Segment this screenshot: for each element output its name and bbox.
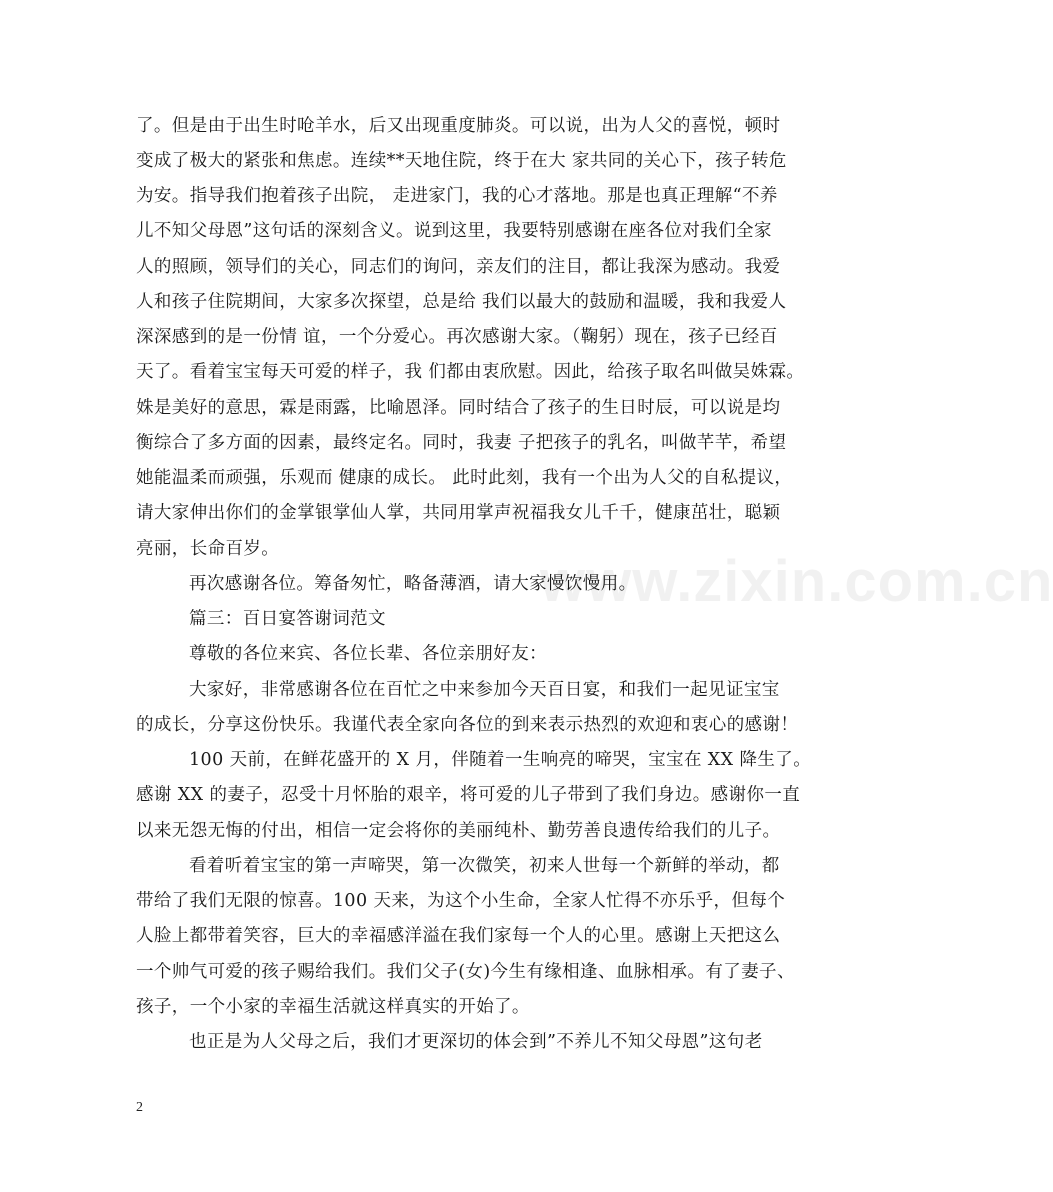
- paragraph-line: 再次感谢各位。筹备匆忙，略备薄酒，请大家慢饮慢用。: [189, 574, 637, 594]
- section-heading: 篇三：百日宴答谢词范文: [189, 609, 386, 629]
- text-line: 请大家伸出你们的金掌银掌仙人掌，共同用掌声祝福我女儿千千，健康茁壮，聪颖: [136, 503, 781, 523]
- text-line: 以来无怨无悔的付出，相信一定会将你的美丽纯朴、勤劳善良遗传给我们的儿子。: [136, 821, 781, 841]
- text-line: 她能温柔而顽强，乐观而 健康的成长。 此时此刻，我有一个出为人父的自私提议，: [136, 468, 793, 488]
- text-line: 人的照顾，领导们的关心，同志们的询问，亲友们的注目，都让我深为感动。我爱: [136, 257, 781, 277]
- text-line: 感谢 XX 的妻子，忍受十月怀胎的艰辛，将可爱的儿子带到了我们身边。感谢你一直: [136, 785, 801, 805]
- text-line: 孩子，一个小家的幸福生活就这样真实的开始了。: [136, 997, 530, 1017]
- text-line: 深深感到的是一份情 谊，一个分爱心。再次感谢大家。（鞠躬）现在，孩子已经百: [136, 327, 778, 347]
- text-line: 亮丽，长命百岁。: [136, 539, 280, 559]
- text-line: 人脸上都带着笑容，巨大的幸福感洋溢在我们家每一个人的心里。感谢上天把这么: [136, 926, 781, 946]
- text-line: 的成长，分享这份快乐。我谨代表全家向各位的到来表示热烈的欢迎和衷心的感谢！: [136, 715, 799, 735]
- text-line: 人和孩子住院期间，大家多次探望，总是给 我们以最大的鼓励和温暖，我和我爱人: [136, 292, 787, 312]
- text-line: 姝是美好的意思，霖是雨露，比喻恩泽。同时结合了孩子的生日时辰，可以说是均: [136, 398, 781, 418]
- text-line: 儿不知父母恩”这句话的深刻含义。说到这里，我要特别感谢在座各位对我们全家: [136, 221, 772, 241]
- page-number: 2: [136, 1100, 143, 1115]
- watermark-text: www.zixin.com.cn: [540, 549, 1053, 614]
- text-line: 了。但是由于出生时呛羊水，后又出现重度肺炎。可以说，出为人父的喜悦，顿时: [136, 116, 781, 136]
- paragraph-line: 大家好，非常感谢各位在百忙之中来参加今天百日宴，和我们一起见证宝宝: [189, 680, 780, 700]
- text-line: 变成了极大的紧张和焦虑。连续**天地住院，终于在大 家共同的关心下，孩子转危: [136, 151, 787, 171]
- text-line: 天了。看着宝宝每天可爱的样子，我 们都由衷欣慰。因此，给孩子取名叫做吴姝霖。: [136, 362, 805, 382]
- salutation-line: 尊敬的各位来宾、各位长辈、各位亲朋好友：: [189, 644, 547, 664]
- text-line: 一个帅气可爱的孩子赐给我们。我们父子(女)今生有缘相逢、血脉相承。有了妻子、: [136, 962, 795, 982]
- paragraph-line: 也正是为人父母之后，我们才更深切的体会到”不养儿不知父母恩”这句老: [189, 1032, 763, 1052]
- paragraph-line: 100 天前，在鲜花盛开的 X 月，伴随着一生响亮的啼哭，宝宝在 XX 降生了。: [189, 750, 812, 770]
- text-line: 为安。指导我们抱着孩子出院， 走进家门，我的心才落地。那是也真正理解“不养: [136, 186, 778, 206]
- text-line: 衡综合了多方面的因素，最终定名。同时，我妻 子把孩子的乳名，叫做芊芊，希望: [136, 433, 787, 453]
- paragraph-line: 看着听着宝宝的第一声啼哭，第一次微笑，初来人世每一个新鲜的举动，都: [189, 856, 780, 876]
- text-line: 带给了我们无限的惊喜。100 天来，为这个小生命，全家人忙得不亦乐乎，但每个: [136, 891, 786, 911]
